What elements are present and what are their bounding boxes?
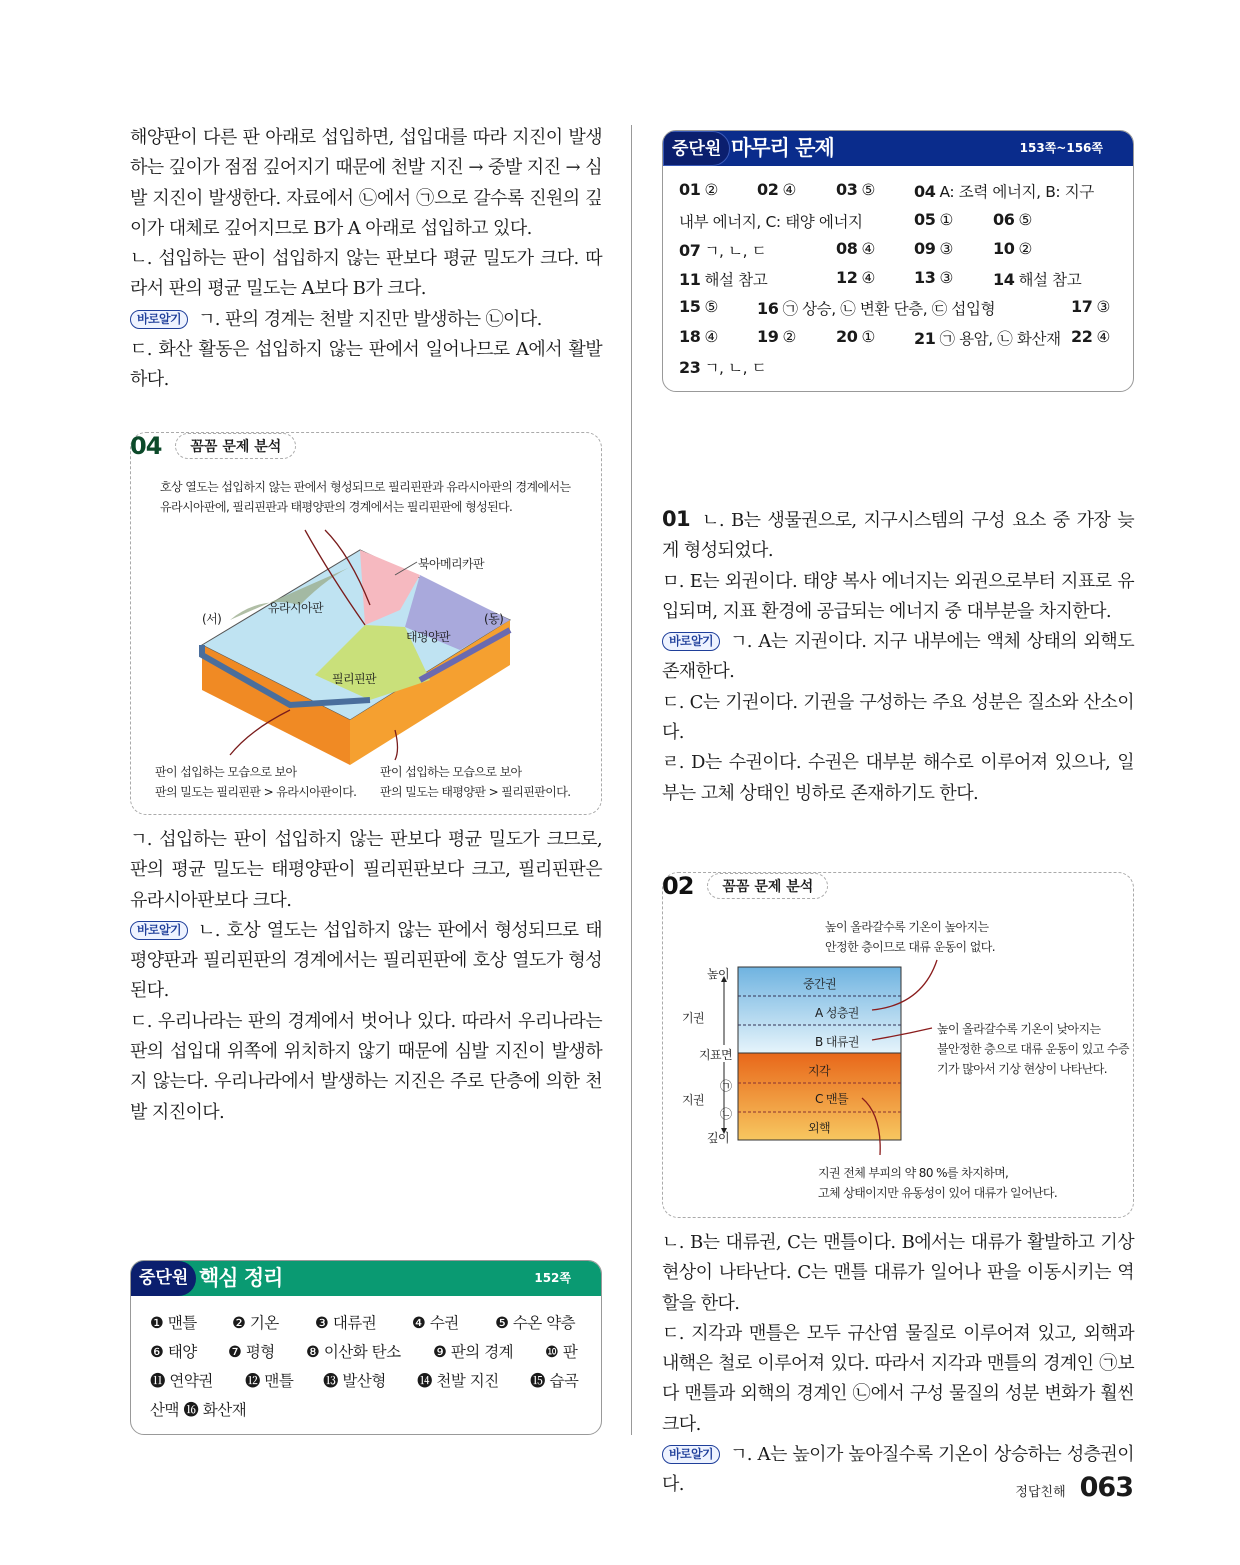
note-line: 안정한 층이므로 대류 운동이 없다.: [825, 940, 995, 954]
baro-algi-badge: 바로알기: [662, 632, 720, 651]
core-item: ⓫ 연약권: [150, 1372, 213, 1390]
paragraph-text: ㄱ. A는 높이가 높아질수록 기온이 상승하는 성층권이다.: [662, 1444, 1134, 1496]
answer-item: 06 ⑤: [993, 210, 1032, 229]
answer-item: 21 ㉠ 용암, ㉡ 화산재: [914, 329, 1061, 348]
answer-item: 09 ③: [914, 239, 953, 258]
book-title: 정답친해: [1015, 1485, 1066, 1500]
page-range: 152쪽: [534, 1271, 571, 1285]
note-line: 유라시아판에, 필리핀판과 태평양판의 경계에서는 필리핀판에 형성된다.: [160, 500, 513, 514]
plate-boundary-diagram: [130, 515, 602, 765]
section-pill: 중단원: [663, 131, 730, 166]
paragraph: [662, 504, 1134, 567]
boundary-1-label: ㉠: [720, 1079, 732, 1093]
note-line: 판이 섭입하는 모습으로 보아: [155, 765, 297, 779]
note-line: 지권 전체 부피의 약 80 %를 차지하며,: [818, 1166, 1009, 1180]
core-item: 산맥 ⓰ 화산재: [150, 1401, 247, 1419]
core-item: ❿ 판: [545, 1343, 578, 1361]
answer-item: 07 ㄱ, ㄴ, ㄷ: [679, 241, 767, 260]
atmosphere-label: 기권: [682, 1011, 704, 1025]
baro-algi-badge: 바로알기: [130, 310, 188, 329]
answer-item: 03 ⑤: [836, 180, 875, 199]
answer-item: 08 ④: [836, 239, 875, 258]
answer-item: 19 ②: [757, 327, 796, 346]
answer-item: 16 ㉠ 상승, ㉡ 변환 단층, ㉢ 섭입형: [757, 299, 996, 318]
paragraph: [130, 916, 602, 1007]
paragraph: ㄷ. 우리나라는 판의 경계에서 벗어나 있다. 따라서 우리나라는 판의 섭입대 위쪽에 위치하지 않기 때문에 심발 지진이 발생하지 않는다. 우리나라에서 발생하는 지진은 주로 단층에 의한 천발 지진이다.: [130, 1010, 602, 1123]
pacific-plate-label: 태평양판: [406, 630, 450, 644]
answer-item: 14 해설 참고: [993, 270, 1082, 289]
answer-item: 11 해설 참고: [679, 270, 768, 289]
north-america-plate-label: 북아메리카판: [418, 557, 484, 571]
core-summary-header: [131, 1261, 601, 1296]
answer-item: 내부 에너지, C: 태양 에너지: [679, 213, 863, 231]
geosphere-label: 지권: [682, 1093, 704, 1107]
core-item: ⓭ 발산형: [323, 1372, 386, 1390]
troposphere-label: B 대류권: [815, 1035, 859, 1049]
explanation-04-text: [130, 123, 602, 396]
core-summary-title: 핵심 정리: [199, 1266, 283, 1290]
answer-item: 22 ④: [1071, 327, 1110, 346]
paragraph-text: ㄴ. 호상 열도는 섭입하지 않는 판에서 형성되므로 태평양판과 필리핀판의 경계에서는 필리핀판에 호상 열도가 형성된다.: [130, 919, 602, 1002]
core-item: ⓮ 천발 지진: [417, 1372, 499, 1390]
page-number: 063: [1079, 1472, 1133, 1503]
core-item: ❺ 수온 약층: [495, 1314, 576, 1332]
section-pill: 중단원: [131, 1261, 196, 1296]
baro-algi-badge: 바로알기: [130, 921, 188, 940]
page-range: 153쪽~156쪽: [1019, 141, 1103, 155]
answer-item: 13 ③: [914, 268, 953, 287]
answer-item: 18 ④: [679, 327, 718, 346]
question-number: 04: [130, 432, 162, 460]
west-label: (서): [202, 612, 222, 626]
mesosphere-label: 중간권: [803, 977, 836, 991]
review-header: [663, 131, 1133, 166]
note-line: 판이 섭입하는 모습으로 보아: [380, 765, 522, 779]
core-item: ❾ 판의 경계: [433, 1343, 514, 1361]
answer-item: 17 ③: [1071, 297, 1110, 316]
paragraph-text: ㄱ. A는 지권이다. 지구 내부에는 액체 상태의 외핵도 존재한다.: [662, 631, 1134, 683]
paragraph: ㄱ. 섭입하는 판이 섭입하지 않는 판보다 평균 밀도가 크므로, 판의 평균 밀도는 태평양판이 필리핀판보다 크고, 필리핀판은 유라시아판보다 크다.: [130, 829, 602, 911]
axis-depth-label: 깊이: [707, 1131, 729, 1145]
baro-algi-badge: 바로알기: [662, 1445, 720, 1464]
column-divider: [631, 125, 632, 1435]
review-title: 마무리 문제: [731, 136, 834, 160]
note-line: 고체 상태이지만 유동성이 있어 대류가 일어난다.: [818, 1186, 1058, 1200]
paragraph: ㄴ. B는 대류권, C는 맨틀이다. B에서는 대류가 활발하고 기상 현상이 나타난다. C는 맨틀 대류가 일어나 판을 이동시키는 역할을 한다.: [662, 1232, 1134, 1314]
analysis-tag: 꼼꼼 문제 분석: [707, 873, 828, 899]
explanation-02: [662, 1228, 1134, 1501]
answer-item: 04 A: 조력 에너지, B: 지구: [914, 182, 1094, 201]
core-item: ❶ 맨틀: [150, 1314, 197, 1332]
eurasia-plate-label: 유라시아판: [268, 601, 323, 615]
core-item: ⓯ 습곡: [530, 1372, 579, 1390]
paragraph: [130, 305, 602, 335]
question-number: 02: [662, 872, 694, 900]
paragraph: [662, 627, 1134, 688]
axis-height-label: 높이: [707, 967, 729, 981]
crust-label: 지각: [808, 1064, 830, 1078]
core-item: ⓬ 맨틀: [245, 1372, 294, 1390]
analysis-tag: 꼼꼼 문제 분석: [175, 433, 296, 459]
note-line: 불안정한 층으로 대류 운동이 있고 수증: [937, 1042, 1129, 1056]
core-item: ❻ 태양: [150, 1343, 197, 1361]
outer-core-label: 외핵: [808, 1121, 830, 1135]
core-item: ❼ 평형: [228, 1343, 275, 1361]
core-item: ❹ 수권: [412, 1314, 459, 1332]
analysis-header-02: [662, 872, 828, 900]
east-label: (동): [484, 612, 504, 626]
paragraph: ㄷ. 화산 활동은 섭입하지 않는 판에서 일어나므로 A에서 활발하다.: [130, 339, 602, 391]
paragraph: 해양판이 다른 판 아래로 섭입하면, 섭입대를 따라 지진이 발생하는 깊이가 점점 깊어지기 때문에 천발 지진 → 중발 지진 → 심발 지진이 발생한다. 자료에서 ㉡에서 ㉠으로 갈수록 진원의 깊이가 대체로 깊어지므로 B가 A 아래로 섭입하고 있다.: [130, 127, 602, 239]
boundary-2-label: ㉡: [720, 1107, 732, 1121]
note-line: 기가 많아서 기상 현상이 나타난다.: [937, 1062, 1107, 1076]
explanation-01: [662, 504, 1134, 809]
paragraph: ㄷ. 지각과 맨틀은 모두 규산염 물질로 이루어져 있고, 외핵과 내핵은 철로 이루어져 있다. 따라서 지각과 맨틀의 경계인 ㉠보다 맨틀과 외핵의 경계인 ㉡에서 구성 물질의 성분 변화가 훨씬 크다.: [662, 1322, 1134, 1435]
question-number: 01: [662, 507, 691, 531]
mantle-label: C 맨틀: [815, 1092, 848, 1106]
note-line: 판의 밀도는 태평양판 > 필리핀판이다.: [380, 785, 571, 799]
paragraph: ㄷ. C는 기권이다. 기권을 구성하는 주요 성분은 질소와 산소이다.: [662, 691, 1134, 744]
core-item: ❸ 대류권: [315, 1314, 377, 1332]
answer-item: 23 ㄱ, ㄴ, ㄷ: [679, 358, 767, 377]
review-answers-box: [662, 130, 1134, 392]
stratosphere-label: A 성층권: [815, 1006, 859, 1020]
page-footer: [1015, 1472, 1133, 1503]
note-line: 판의 밀도는 필리핀판 > 유라시아판이다.: [155, 785, 357, 799]
answer-item: 12 ④: [836, 268, 875, 287]
answer-item: 15 ⑤: [679, 297, 718, 316]
paragraph-text: ㄱ. 판의 경계는 천발 지진만 발생하는 ㉡이다.: [197, 308, 542, 330]
surface-label: 지표면: [699, 1048, 732, 1062]
answer-item: 05 ①: [914, 210, 953, 229]
core-item: ❽ 이산화 탄소: [306, 1343, 401, 1361]
note-line: 높이 올라갈수록 기온이 낮아지는: [937, 1022, 1101, 1036]
core-item: ❷ 기온: [232, 1314, 279, 1332]
answer-item: 10 ②: [993, 239, 1032, 258]
paragraph: ㄴ. 섭입하는 판이 섭입하지 않는 판보다 평균 밀도가 크다. 따라서 판의 평균 밀도는 A보다 B가 크다.: [130, 248, 602, 300]
philippine-plate-label: 필리핀판: [332, 672, 376, 686]
paragraph: ㄹ. D는 수권이다. 수권은 대부분 해수로 이루어져 있으나, 일부는 고체 상태인 빙하로 존재하기도 한다.: [662, 752, 1134, 804]
analysis-header-04: [130, 432, 296, 460]
paragraph-text: ㄴ. B는 생물권으로, 지구시스템의 구성 요소 중 가장 늦게 형성되었다.: [662, 510, 1134, 562]
answer-item: 02 ④: [757, 180, 796, 199]
answer-item: 20 ①: [836, 327, 875, 346]
note-line: 호상 열도는 섭입하지 않는 판에서 형성되므로 필리핀판과 유라시아판의 경계에서는: [160, 480, 571, 494]
note-line: 높이 올라갈수록 기온이 높아지는: [825, 920, 989, 934]
explanation-04-answers: [130, 825, 602, 1128]
answer-item: 01 ②: [679, 180, 718, 199]
paragraph: ㅁ. E는 외권이다. 태양 복사 에너지는 외권으로부터 지표로 유입되며, 지표 환경에 공급되는 에너지 중 대부분을 차지한다.: [662, 570, 1134, 622]
